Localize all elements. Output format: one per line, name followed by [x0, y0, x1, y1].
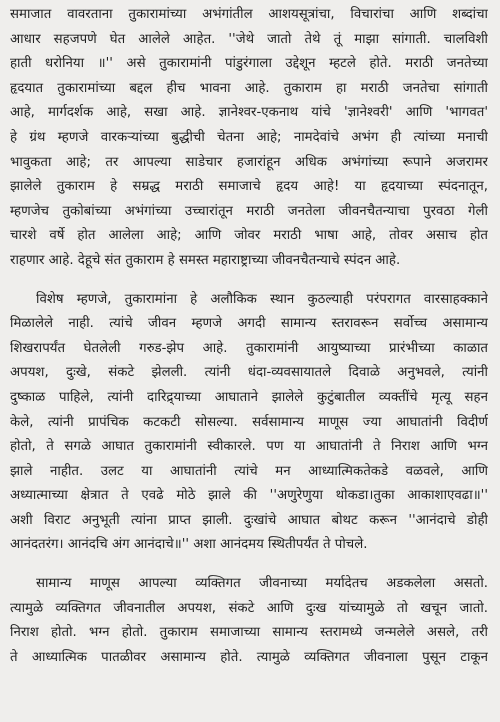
text-line: हाती धरोनिया ॥'' असे तुकारामांनी पांडुरंगाला उद्देशून म्हटले होते. मराठी जनतेच्या [10, 56, 488, 72]
text-line: हे ग्रंथ म्हणजे वारकऱ्यांच्या बुद्धीची चेतना आहे; नामदेवांचे अभंग ही त्यांच्या मनाची [10, 129, 488, 145]
text-line: निराश होतो. भग्न होतो. तुकाराम समाजाच्या सामान्य स्तरामध्ये जन्मलेले असले, तरी [10, 625, 488, 641]
paragraph-gap [10, 274, 488, 288]
text-line: राहणार आहे. देहूचे संत तुकाराम हे समस्त महाराष्ट्राच्या जीवनचैतन्याचे स्पंदन आहे. [10, 252, 401, 268]
text-line: भावुकता आहे; तर आपल्या साडेचार हजारांहून अधिक अभंगांच्या रूपाने अजरामर [10, 154, 488, 170]
text-line: झाले नाहीत. उलट या आघातांनी त्यांचे मन आध्यात्मिकतेकडे वळवले, आणि [10, 463, 488, 479]
text-line: अध्यात्माच्या क्षेत्रात ते एवढे मोठे झाले की ''अणुरेणुया थोकडा।तुका आकाशाएवढा॥'' [10, 488, 488, 504]
paragraph-gap [10, 558, 488, 572]
text-line: समाजात वावरताना तुकारामांच्या अभंगांतील आशयसूत्रांचा, विचारांचा आणि शब्दांचा [10, 7, 488, 22]
text-line: आहे, मार्गदर्शक आहे, सखा आहे. ज्ञानेश्वर-एकनाथ यांचे 'ज्ञानेश्वरी' आणि 'भागवत' [10, 105, 488, 121]
text-line: सामान्य माणूस आपल्या व्यक्तिगत जीवनाच्या मर्यादेतच अडकलेला असतो. [36, 576, 488, 592]
text-line: दुष्काळ पाहिले, त्यांनी दारिद्र्याच्या आघाताने झालेले कुटुंबातील व्यक्तींचे मृत्यू सहन [10, 389, 488, 405]
paragraph-2 [10, 288, 488, 559]
paragraph-3 [10, 572, 488, 670]
text-line: शिखरापर्यंत घेतलेली गरुड-झेप आहे. तुकारामांनी आयुष्याच्या प्रारंभीच्या काळात [10, 340, 488, 356]
text-line: विशेष म्हणजे, तुकारामांना हे अलौकिक स्थान कुठल्याही परंपरागत वारसाहक्काने [36, 291, 488, 307]
text-line: केले, त्यांनी प्रापंचिक कटकटी सोसल्या. सर्वसामान्य माणूस ज्या आघातांनी विदीर्ण [10, 414, 488, 430]
text-line: अशी विराट अनुभूती त्यांना प्राप्त झाली. दुःखांचे आघात बोथट करून ''आनंदाचे डोही [10, 512, 488, 528]
text-line: त्यामुळे व्यक्तिगत जीवनातील अपयश, संकटे आणि दुःख यांच्यामुळे तो खचून जातो. [10, 600, 488, 616]
text-line: चारशे वर्षे होत आलेला आहे; आणि जोवर मराठी भाषा आहे, तोवर असाच होत [10, 228, 488, 244]
text-line: आनंदतरंग। आनंदचि अंग आनंदाचे॥'' अशा आनंदमय स्थितीपर्यंत ते पोचले. [10, 537, 368, 553]
text-line: आधार सहजपणे घेत आलेले आहेत. ''जेथे जातो तेथे तूं माझा सांगाती. चालविशी [10, 31, 488, 47]
text-line: हृदयात तुकारामांच्या बद्दल हीच भावना आहे. तुकाराम हा मराठी जनतेचा सांगाती [10, 80, 488, 96]
text-line: होतो, ते सगळे आघात तुकारामांनी स्वीकारले. पण या आघातांनी ते निराश आणि भग्न [10, 439, 488, 455]
paragraph-1 [10, 3, 488, 274]
text-line: ते आध्यात्मिक पातळीवर असामान्य होते. त्यामुळे व्यक्तिगत जीवनाला पुसून टाकून [10, 649, 488, 665]
text-line: मिळालेले नाही. त्यांचे जीवन म्हणजे अगदी सामान्य स्तरावरून सर्वोच्च असामान्य [10, 316, 488, 332]
text-line: म्हणजेच तुकोबांच्या अभंगांच्या उच्चारांतून मराठी जनतेला जीवनचैतन्याचा पुरवठा गेली [10, 203, 488, 219]
text-line: अपयश, दुःखे, संकटे झेलली. त्यांनी धंदा-व्यवसायातले दिवाळे अनुभवले, त्यांनी [10, 365, 488, 381]
text-line: झालेले तुकाराम हे सम्रद्ध मराठी समाजाचे हृदय आहे! या हृदयाच्या स्पंदनातून, [10, 179, 488, 195]
